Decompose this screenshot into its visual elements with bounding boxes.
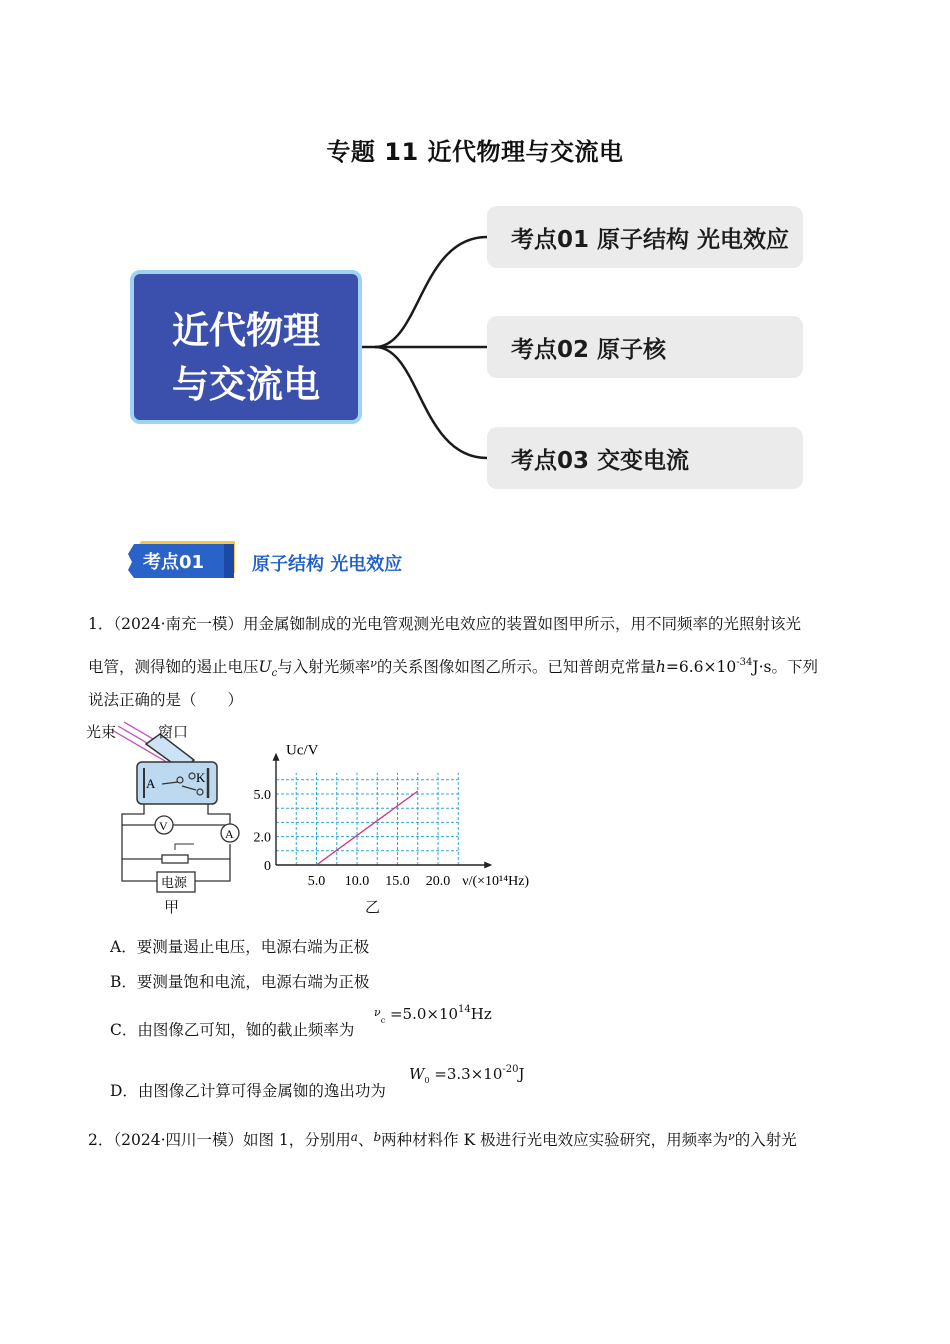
mindmap-node-1: 考点01 原子结构 光电效应 bbox=[487, 206, 803, 268]
question-1-line-1: 1．（2024·南充一模）用金属铷制成的光电管观测光电效应的装置如图甲所示，用不同频率的光照射该光 bbox=[88, 615, 802, 633]
question-1-number: 1． bbox=[88, 615, 114, 633]
section-title: 原子结构 光电效应 bbox=[252, 554, 403, 575]
mindmap-connectors bbox=[0, 0, 950, 520]
option-c-expression: $^\nu_c =5.0\times 10^{14}Hz$ bbox=[374, 1004, 492, 1025]
section-badge-label: 考点01 bbox=[143, 552, 205, 573]
x-tick-label: 5.0 bbox=[307, 874, 326, 889]
uc-symbol: $U_c$ bbox=[258, 658, 278, 680]
y-axis-arrow bbox=[273, 753, 280, 761]
data-line bbox=[317, 791, 418, 865]
option-d-expression: $W_0 =3.3\times 10^{-20}J$ bbox=[409, 1064, 525, 1085]
ammeter-label: A bbox=[225, 827, 234, 841]
document-title: 专题 11 近代物理与交流电 bbox=[326, 138, 624, 166]
x-tick-label: 10.0 bbox=[344, 874, 370, 889]
mindmap-center-node bbox=[130, 270, 362, 424]
option-d: D．由图像乙计算可得金属铷的逸出功为 bbox=[110, 1082, 386, 1100]
mindmap-center-line1: 近代物理 bbox=[172, 309, 320, 352]
x-axis-label: ν/(×10¹⁴Hz) bbox=[462, 874, 530, 889]
x-tick-label: 15.0 bbox=[385, 874, 410, 889]
option-b: B．要测量饱和电流，电源右端为正极 bbox=[110, 973, 370, 991]
mindmap-node-3: 考点03 交变电流 bbox=[487, 427, 803, 489]
y-tick-label: 5.0 bbox=[253, 788, 271, 803]
electrode-a-label: A bbox=[146, 776, 156, 791]
option-a: A．要测量遏止电压，电源右端为正极 bbox=[110, 938, 370, 956]
nu-symbol: ν bbox=[370, 657, 377, 670]
electrode-k-label: K bbox=[196, 770, 206, 785]
voltmeter-label: V bbox=[159, 819, 168, 833]
figure-jia-caption: 甲 bbox=[164, 898, 180, 916]
power-source-label: 电源 bbox=[161, 876, 188, 891]
mindmap-node-2: 考点02 原子核 bbox=[487, 316, 803, 378]
y-tick-label: 2.0 bbox=[253, 830, 271, 846]
mindmap-center-line2: 与交流电 bbox=[172, 363, 320, 406]
question-1-line-2: 电管，测得铷的遏止电压$U_c$与入射光频率$^\nu$的关系图像如图乙所示。已知普朗克常量$h=6.6\times 10^{-34}J\cdot s$。下列 bbox=[88, 657, 818, 680]
y-axis-label: Uc/V bbox=[286, 742, 319, 759]
figure-yi-caption: 乙 bbox=[365, 898, 381, 916]
x-axis-arrow bbox=[484, 862, 492, 869]
window-label: 窗口 bbox=[158, 723, 189, 741]
option-c: C．由图像乙可知，铷的截止频率为 bbox=[110, 1021, 355, 1039]
y-tick-label: 0 bbox=[264, 859, 271, 874]
x-tick-label: 20.0 bbox=[425, 874, 451, 889]
light-beam-label: 光束 bbox=[86, 723, 117, 741]
question-2-number: 2． bbox=[88, 1131, 114, 1149]
figure-yi-chart bbox=[240, 738, 560, 898]
figure-jia-circuit bbox=[82, 716, 252, 916]
question-1-line-3: 说法正确的是（ ） bbox=[88, 691, 244, 709]
question-2-line-1: 2．（2024·四川一模）如图 1，分别用$^a$、$^b$两种材料作 K 极进行光电效应实验研究，用频率为$^\nu$的入射光 bbox=[88, 1130, 797, 1149]
